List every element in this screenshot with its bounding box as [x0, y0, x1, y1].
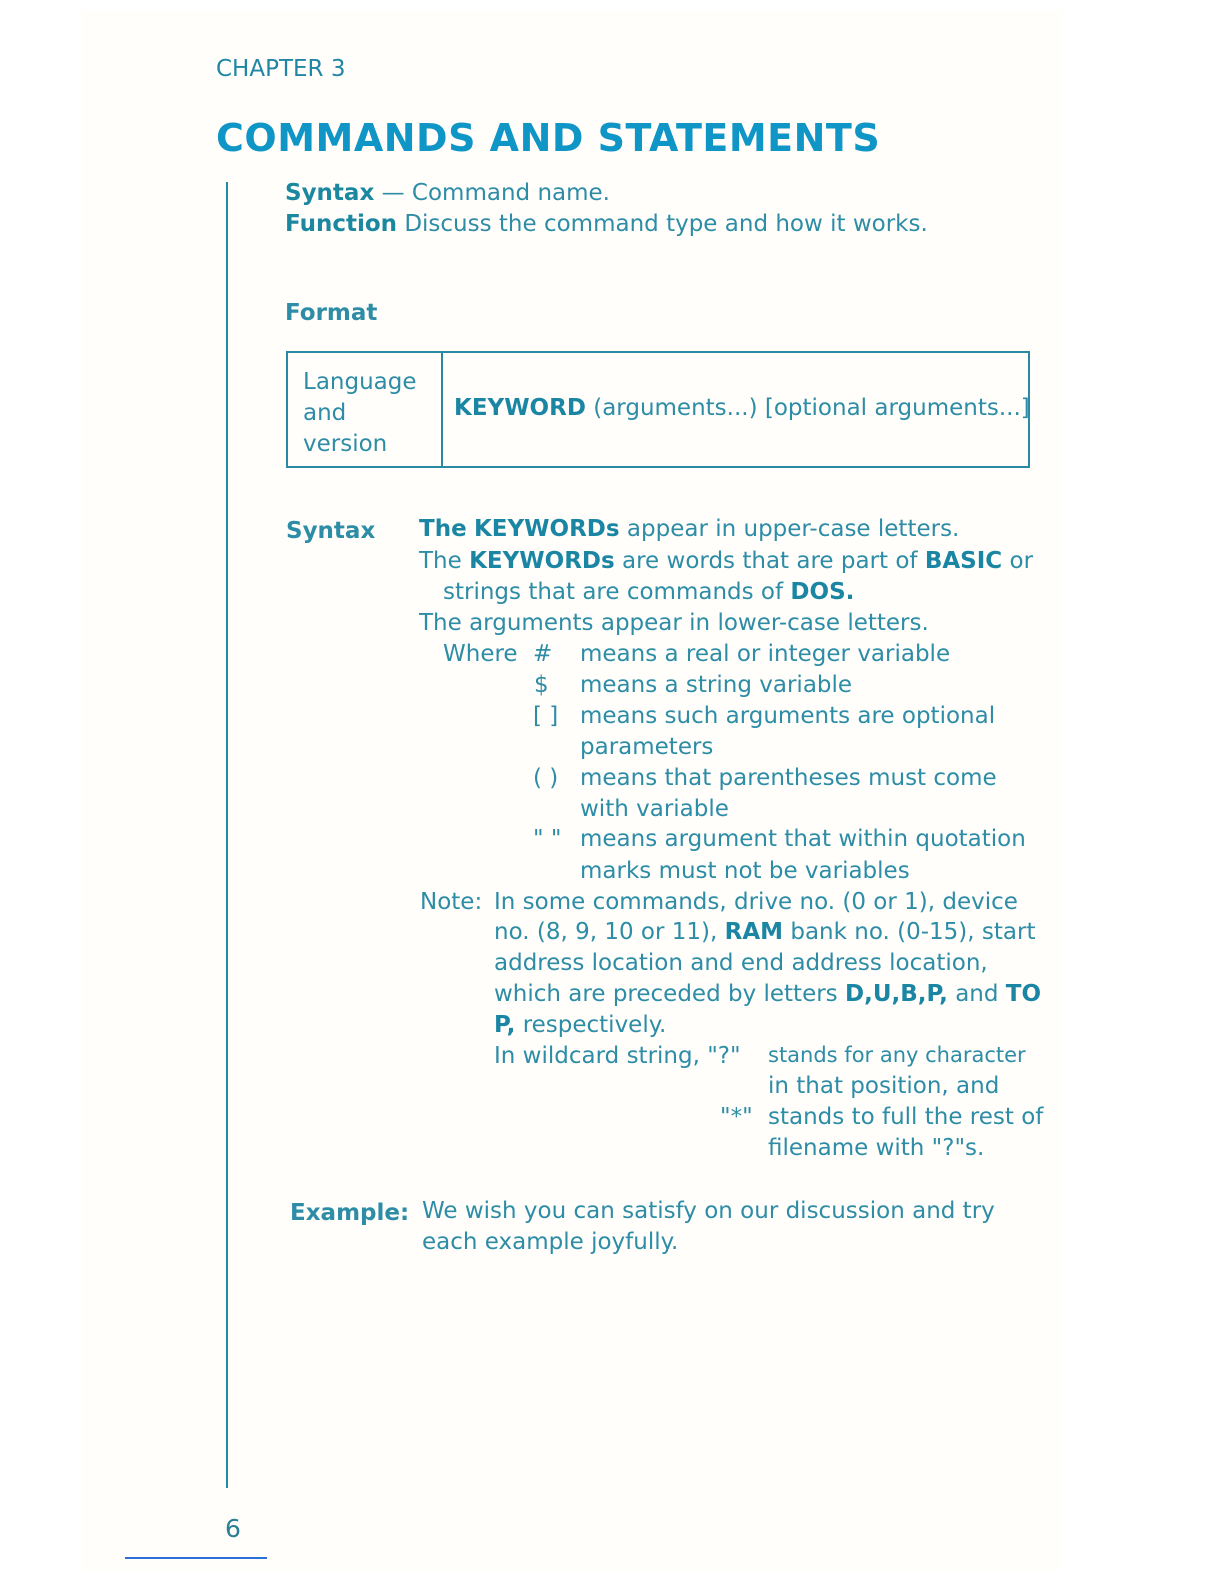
note-line-2	[494, 919, 1035, 945]
note-line-5	[494, 1012, 666, 1038]
format-table	[286, 351, 1030, 468]
wildcard-star-symbol: "*"	[720, 1104, 753, 1130]
format-label: Format	[285, 300, 378, 326]
symbol-quotes: " "	[533, 826, 562, 852]
symbol-parentheses: ( )	[533, 765, 559, 791]
note-line-1: In some commands, drive no. (0 or 1), device	[494, 889, 1018, 915]
note-letters: D,U,B,P,	[844, 981, 948, 1007]
syntax-line-3-text: strings that are commands of	[443, 579, 784, 605]
note-line-2-a: no. (8, 9, 10 or 11),	[494, 919, 718, 945]
intro-function-label: Function	[285, 211, 398, 237]
note-ram: RAM	[724, 919, 784, 945]
note-line-4	[494, 981, 1041, 1007]
wildcard-line-1-a: In wildcard string, "?"	[494, 1043, 741, 1069]
note-label: Note:	[420, 889, 483, 915]
syntax-keywords: KEYWORDs	[473, 516, 620, 542]
footer-rule	[125, 1557, 267, 1559]
example-line-2: each example joyfully.	[422, 1229, 679, 1255]
symbol-description: means a string variable	[580, 672, 853, 698]
format-language-text	[303, 367, 417, 460]
note-line-4-a: which are preceded by letters	[494, 981, 838, 1007]
note-p: P,	[494, 1012, 516, 1038]
symbol-description: with variable	[580, 796, 729, 822]
symbol-description: means argument that within quotation	[580, 826, 1026, 852]
syntax-or: or	[1009, 548, 1034, 574]
format-keyword-cell	[454, 395, 1030, 421]
chapter-label: CHAPTER 3	[216, 56, 346, 82]
page-title: COMMANDS AND STATEMENTS	[216, 116, 881, 160]
note-to: TO	[1005, 981, 1042, 1007]
syntax-the: The	[419, 516, 467, 542]
syntax-keywords: KEYWORDs	[469, 548, 615, 574]
page-number: 6	[225, 1514, 241, 1543]
symbol-description: means a real or integer variable	[580, 641, 951, 667]
format-language-cell	[288, 353, 443, 466]
syntax-line-1-rest: appear in upper-case letters.	[626, 516, 960, 542]
wildcard-line-4: filename with "?"s.	[768, 1135, 985, 1161]
syntax-line-2	[419, 548, 1033, 574]
syntax-the: The	[419, 548, 462, 574]
syntax-line-4: The arguments appear in lower-case letters.	[419, 610, 929, 636]
intro-syntax-label: Syntax	[285, 180, 375, 206]
syntax-dos: DOS.	[790, 579, 855, 605]
syntax-label: Syntax	[286, 518, 376, 544]
symbol-description: means that parentheses must come	[580, 765, 997, 791]
symbol-dollar: $	[534, 672, 549, 698]
wildcard-line-3: stands to full the rest of	[768, 1104, 1044, 1130]
symbol-brackets: [ ]	[533, 703, 559, 729]
symbol-description: parameters	[580, 734, 714, 760]
wildcard-line-2: in that position, and	[768, 1073, 1000, 1099]
format-arguments: (arguments...) [optional arguments...]	[593, 395, 1030, 421]
example-line-1: We wish you can satisfy on our discussion and try	[422, 1198, 995, 1224]
intro-function-text: Discuss the command type and how it works.	[404, 211, 928, 237]
syntax-line-2-mid: are words that are part of	[622, 548, 918, 574]
format-keyword: KEYWORD	[454, 395, 586, 421]
format-language-line: and	[303, 400, 347, 426]
note-line-5-rest: respectively.	[522, 1012, 667, 1038]
symbol-description: means such arguments are optional	[580, 703, 996, 729]
note-and: and	[955, 981, 999, 1007]
note-line-2-b: bank no. (0-15), start	[790, 919, 1036, 945]
syntax-basic: BASIC	[924, 548, 1003, 574]
format-language-line: version	[303, 431, 388, 457]
intro-syntax-dash: —	[381, 180, 405, 206]
symbol-hash: #	[533, 641, 553, 667]
syntax-line-1	[419, 516, 959, 542]
note-line-3: address location and end address location,	[494, 950, 988, 976]
syntax-where: Where	[443, 641, 518, 667]
symbol-description: marks must not be variables	[580, 858, 910, 884]
example-label: Example:	[290, 1200, 410, 1226]
format-language-line: Language	[303, 369, 417, 395]
intro-syntax-text: Command name.	[411, 180, 610, 206]
intro-function-line	[285, 211, 928, 237]
margin-rule	[226, 182, 228, 1488]
intro-syntax-line	[285, 180, 610, 206]
wildcard-line-1-b: stands for any character	[768, 1043, 1026, 1067]
syntax-line-3	[443, 579, 854, 605]
